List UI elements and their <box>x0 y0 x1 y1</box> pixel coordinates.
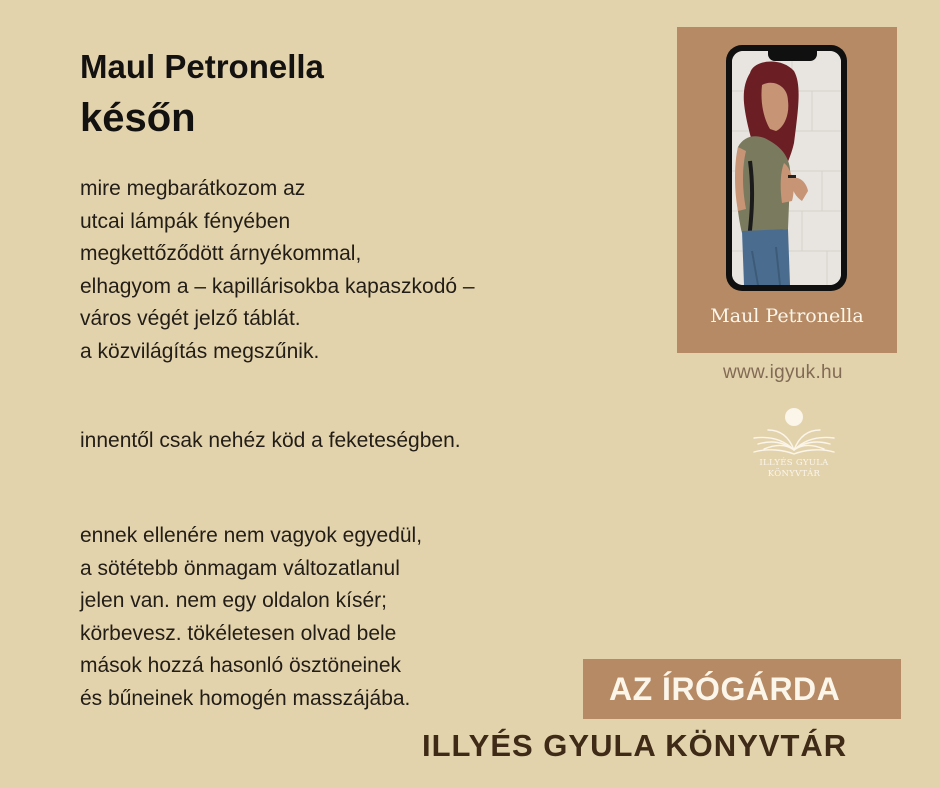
author-photo-card <box>677 27 897 353</box>
poem-stanza-1 <box>80 173 475 368</box>
logo-text-line-1: ILLYÉS GYULA <box>759 458 829 468</box>
poem-line: város végét jelző táblát. <box>80 307 301 330</box>
phone-frame <box>726 45 847 291</box>
poem-line: elhagyom a – kapillárisokba kapaszkodó – <box>80 274 475 298</box>
poem-line: innentől csak nehéz köd a feketeségben. <box>80 429 461 452</box>
irogarda-badge: AZ ÍRÓGÁRDA <box>583 659 901 719</box>
poem-line: a közvilágítás megszűnik. <box>80 339 320 363</box>
website-link[interactable]: www.igyuk.hu <box>723 362 843 383</box>
library-logo <box>748 404 840 484</box>
poem-line: körbevesz. tökéletesen olvad bele <box>80 621 397 645</box>
library-name: ILLYÉS GYULA KÖNYVTÁR <box>422 728 848 763</box>
poem-line: megkettőződött árnyékommal, <box>80 242 362 265</box>
poem-stanza-3 <box>80 520 422 715</box>
author-photo <box>732 51 841 285</box>
poem-line: és bűneinek homogén masszájába. <box>80 686 411 710</box>
author-photo-illustration <box>732 51 841 285</box>
poem-line: ennek ellenére nem vagyok egyedül, <box>80 524 423 547</box>
poem-line: a sötétebb önmagam változatlanul <box>80 556 400 580</box>
poem-stanza-2 <box>80 425 461 458</box>
poem-line: mások hozzá hasonló ösztöneinek <box>80 654 402 677</box>
open-book-sun-icon <box>748 404 840 458</box>
poem-line: jelen van. nem egy oldalon kísér; <box>80 589 388 612</box>
poem-line: mire megbarátkozom az <box>80 177 306 200</box>
poem-line: utcai lámpák fényében <box>80 209 291 233</box>
phone-notch <box>768 51 817 61</box>
author-name: Maul Petronella <box>80 48 324 85</box>
photo-card-caption: Maul Petronella <box>710 305 864 327</box>
logo-text-line-2: KÖNYVTÁR <box>767 469 821 479</box>
poem-title: későn <box>80 96 196 140</box>
